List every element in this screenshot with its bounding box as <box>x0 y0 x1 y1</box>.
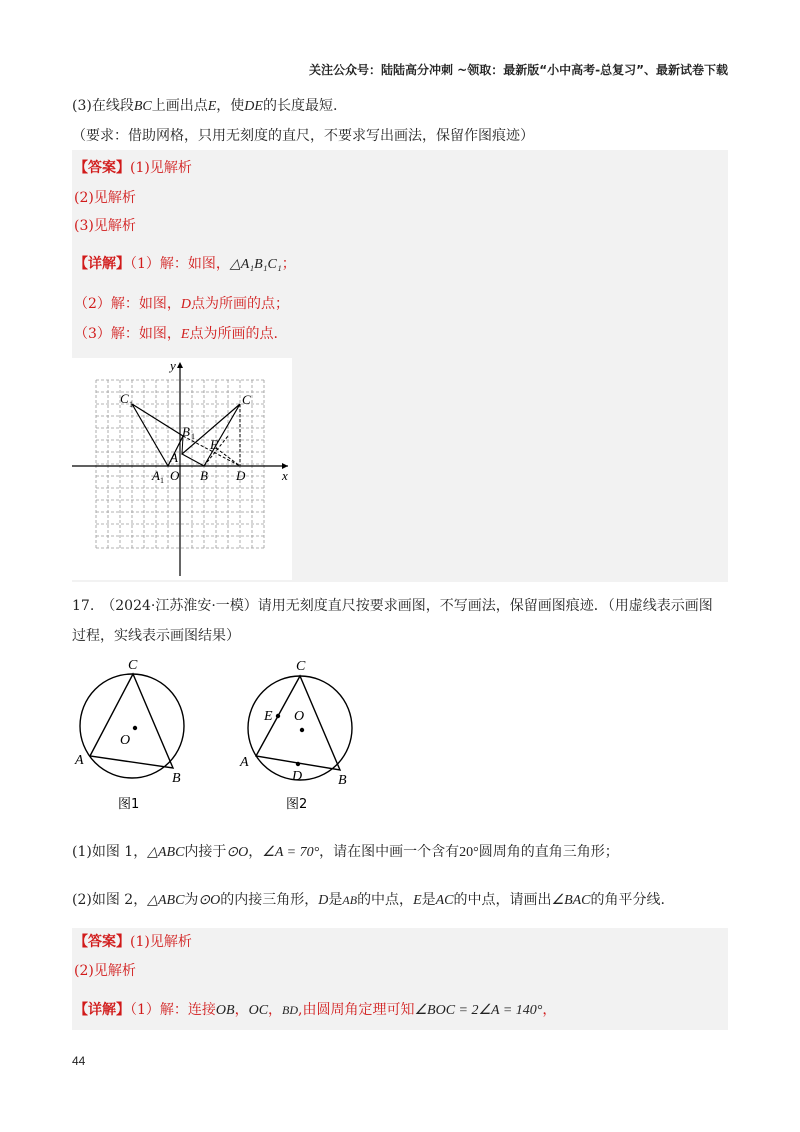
fig2-caption: 图2 <box>286 797 308 812</box>
label-x: x <box>282 468 288 483</box>
label-b1: B <box>182 424 190 439</box>
fig1-label-a: A <box>75 753 84 768</box>
q16-requirement: （要求：借助网格，只用无刻度的直尺，不要求写出画法，保留作图痕迹） <box>72 128 534 144</box>
page-header: 关注公众号：陆陆高分冲刺 ~领取：最新版“小中高考-总复习”、最新试卷下载 <box>309 63 728 77</box>
fig2-label-a: A <box>240 755 249 770</box>
detail-1-line1: 【详解】（1）解：如图，△A₁B₁C₁； <box>74 256 296 272</box>
label-y: y <box>170 358 176 373</box>
label-a1-sub: 1 <box>160 476 164 485</box>
grid-figure <box>72 358 292 580</box>
q17-part2: (2)如图 2，△ABC为⊙O的内接三角形，D是AB的中点，E是AC的中点，请画出∠BAC的角平分线. <box>72 892 665 908</box>
figure-2 <box>236 654 366 814</box>
q17-line2: 过程，实线表示画图结果） <box>72 628 240 644</box>
label-b1-sub: 1 <box>191 432 195 441</box>
center-dot <box>133 726 137 730</box>
fig1-caption: 图1 <box>118 797 140 812</box>
figure-1-svg <box>70 654 200 814</box>
detail-1-line2: （2）解：如图，D点为所画的点； <box>74 296 290 312</box>
q16-part3: (3)在线段BC上画出点E，使DE的长度最短. <box>72 98 338 114</box>
figure-1 <box>70 654 200 814</box>
figure-2-svg <box>236 654 366 814</box>
fig2-label-d: D <box>292 769 303 784</box>
answer-1-line1: 【答案】(1)见解析 <box>74 160 192 176</box>
q17-part1: (1)如图 1，△ABC内接于⊙O，∠A = 70°，请在图中画一个含有20°圆周角的直角三角形； <box>72 844 619 860</box>
page-number: 44 <box>72 1054 86 1068</box>
fig1-label-b: B <box>172 771 181 786</box>
center-dot-2 <box>300 728 304 732</box>
label-c1: C <box>120 391 129 406</box>
q17-line1: 17. （2024·江苏淮安·一模）请用无刻度直尺按要求画图，不写画法，保留画图痕迹．（用虚线表示画图 <box>72 598 713 614</box>
fig2-label-o: O <box>294 709 305 724</box>
label-o: O <box>170 468 180 483</box>
coordinate-grid-svg <box>72 358 292 580</box>
answer-2-line2: (2)见解析 <box>74 963 136 979</box>
label-e: E <box>210 437 218 452</box>
detail-1-line3: （3）解：如图，E点为所画的点. <box>74 326 278 342</box>
answer-2-line1: 【答案】(1)见解析 <box>74 934 192 950</box>
point-d <box>296 762 300 766</box>
detail-2-line1: 【详解】（1）解：连接OB，OC，BD,由圆周角定理可知∠BOC = 2∠A = 140°， <box>74 1002 557 1018</box>
label-b: B <box>200 468 208 483</box>
fig2-label-e: E <box>264 709 273 724</box>
label-a: A <box>170 450 178 465</box>
label-a1: A <box>152 468 160 483</box>
fig1-label-c: C <box>128 658 138 673</box>
fig1-label-o: O <box>120 733 131 748</box>
triangle-abc-fig1 <box>90 674 173 768</box>
fig2-label-c: C <box>296 659 306 674</box>
axes <box>72 362 288 576</box>
label-c1-sub: 1 <box>129 400 133 409</box>
label-d: D <box>236 468 246 483</box>
point-e <box>276 714 280 718</box>
fig2-label-b: B <box>338 773 347 788</box>
answer-1-line2: (2)见解析 <box>74 190 136 206</box>
label-c: C <box>242 392 251 407</box>
answer-1-line3: (3)见解析 <box>74 218 136 234</box>
